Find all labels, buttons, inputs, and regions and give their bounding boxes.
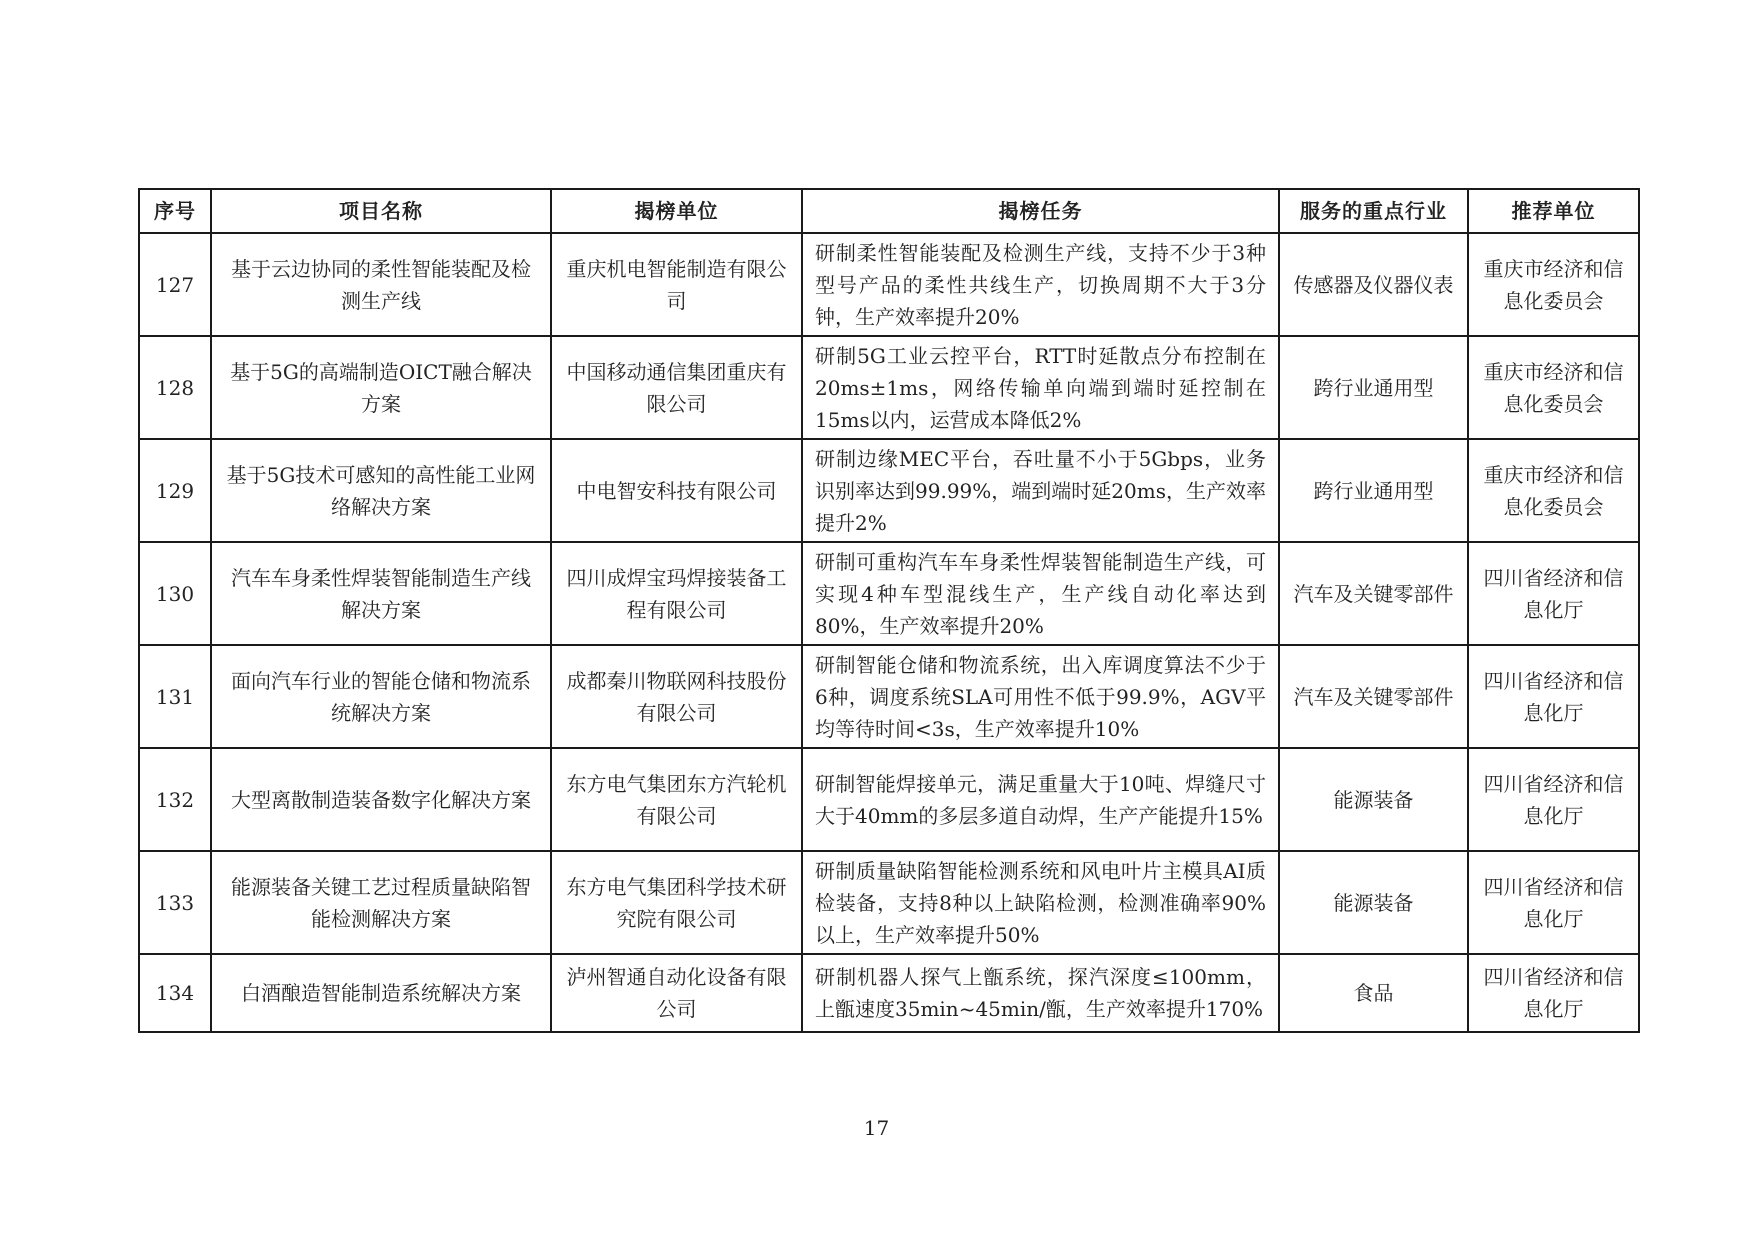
- row-unit: 成都秦川物联网科技股份有限公司: [551, 645, 802, 748]
- row-industry: 能源装备: [1279, 851, 1468, 954]
- row-recommender: 重庆市经济和信息化委员会: [1468, 439, 1639, 542]
- row-project: 基于云边协同的柔性智能装配及检测生产线: [211, 233, 551, 336]
- row-unit: 四川成焊宝玛焊接装备工程有限公司: [551, 542, 802, 645]
- row-recommender: 四川省经济和信息化厅: [1468, 851, 1639, 954]
- row-industry: 跨行业通用型: [1279, 336, 1468, 439]
- row-unit: 东方电气集团科学技术研究院有限公司: [551, 851, 802, 954]
- row-no: 131: [139, 645, 211, 748]
- table-header-row: [139, 189, 1639, 233]
- row-recommender: 重庆市经济和信息化委员会: [1468, 336, 1639, 439]
- table-row: [139, 542, 1639, 645]
- row-project: 面向汽车行业的智能仓储和物流系统解决方案: [211, 645, 551, 748]
- table-row: [139, 851, 1639, 954]
- row-task: 研制可重构汽车车身柔性焊装智能制造生产线，可实现4种车型混线生产，生产线自动化率达到80%，生产效率提升20%: [802, 542, 1279, 645]
- row-unit: 中国移动通信集团重庆有限公司: [551, 336, 802, 439]
- row-recommender: 四川省经济和信息化厅: [1468, 748, 1639, 851]
- row-industry: 能源装备: [1279, 748, 1468, 851]
- row-recommender: 四川省经济和信息化厅: [1468, 645, 1639, 748]
- row-industry: 食品: [1279, 954, 1468, 1032]
- header-task: 揭榜任务: [802, 189, 1279, 233]
- header-unit: 揭榜单位: [551, 189, 802, 233]
- row-task: 研制柔性智能装配及检测生产线，支持不少于3种型号产品的柔性共线生产，切换周期不大于3分钟，生产效率提升20%: [802, 233, 1279, 336]
- table-row: [139, 954, 1639, 1032]
- row-project: 基于5G技术可感知的高性能工业网络解决方案: [211, 439, 551, 542]
- row-recommender: 四川省经济和信息化厅: [1468, 954, 1639, 1032]
- row-no: 134: [139, 954, 211, 1032]
- row-no: 130: [139, 542, 211, 645]
- row-industry: 传感器及仪器仪表: [1279, 233, 1468, 336]
- row-project: 基于5G的高端制造OICT融合解决方案: [211, 336, 551, 439]
- row-task: 研制智能焊接单元，满足重量大于10吨、焊缝尺寸大于40mm的多层多道自动焊，生产产能提升15%: [802, 748, 1279, 851]
- row-unit: 东方电气集团东方汽轮机有限公司: [551, 748, 802, 851]
- row-no: 129: [139, 439, 211, 542]
- header-no: 序号: [139, 189, 211, 233]
- table-row: [139, 645, 1639, 748]
- page-number: 17: [863, 1116, 890, 1140]
- row-unit: 中电智安科技有限公司: [551, 439, 802, 542]
- row-task: 研制边缘MEC平台，吞吐量不小于5Gbps，业务识别率达到99.99%，端到端时延20ms，生产效率提升2%: [802, 439, 1279, 542]
- row-industry: 跨行业通用型: [1279, 439, 1468, 542]
- table-row: [139, 233, 1639, 336]
- row-task: 研制质量缺陷智能检测系统和风电叶片主模具AI质检装备，支持8种以上缺陷检测，检测准确率90%以上，生产效率提升50%: [802, 851, 1279, 954]
- row-project: 大型离散制造装备数字化解决方案: [211, 748, 551, 851]
- row-unit: 泸州智通自动化设备有限公司: [551, 954, 802, 1032]
- row-project: 汽车车身柔性焊装智能制造生产线解决方案: [211, 542, 551, 645]
- header-project: 项目名称: [211, 189, 551, 233]
- table-row: [139, 439, 1639, 542]
- row-recommender: 四川省经济和信息化厅: [1468, 542, 1639, 645]
- row-task: 研制5G工业云控平台，RTT时延散点分布控制在20ms±1ms，网络传输单向端到端时延控制在15ms以内，运营成本降低2%: [802, 336, 1279, 439]
- row-no: 133: [139, 851, 211, 954]
- row-project: 能源装备关键工艺过程质量缺陷智能检测解决方案: [211, 851, 551, 954]
- header-industry: 服务的重点行业: [1279, 189, 1468, 233]
- row-project: 白酒酿造智能制造系统解决方案: [211, 954, 551, 1032]
- table-row: [139, 336, 1639, 439]
- header-recommender: 推荐单位: [1468, 189, 1639, 233]
- project-table: [138, 188, 1640, 1033]
- row-recommender: 重庆市经济和信息化委员会: [1468, 233, 1639, 336]
- row-no: 132: [139, 748, 211, 851]
- row-task: 研制机器人探气上甑系统，探汽深度≤100mm，上甑速度35min~45min/甑，生产效率提升170%: [802, 954, 1279, 1032]
- table-row: [139, 748, 1639, 851]
- row-task: 研制智能仓储和物流系统，出入库调度算法不少于6种，调度系统SLA可用性不低于99.9%，AGV平均等待时间<3s，生产效率提升10%: [802, 645, 1279, 748]
- row-industry: 汽车及关键零部件: [1279, 542, 1468, 645]
- row-unit: 重庆机电智能制造有限公司: [551, 233, 802, 336]
- row-no: 128: [139, 336, 211, 439]
- row-no: 127: [139, 233, 211, 336]
- row-industry: 汽车及关键零部件: [1279, 645, 1468, 748]
